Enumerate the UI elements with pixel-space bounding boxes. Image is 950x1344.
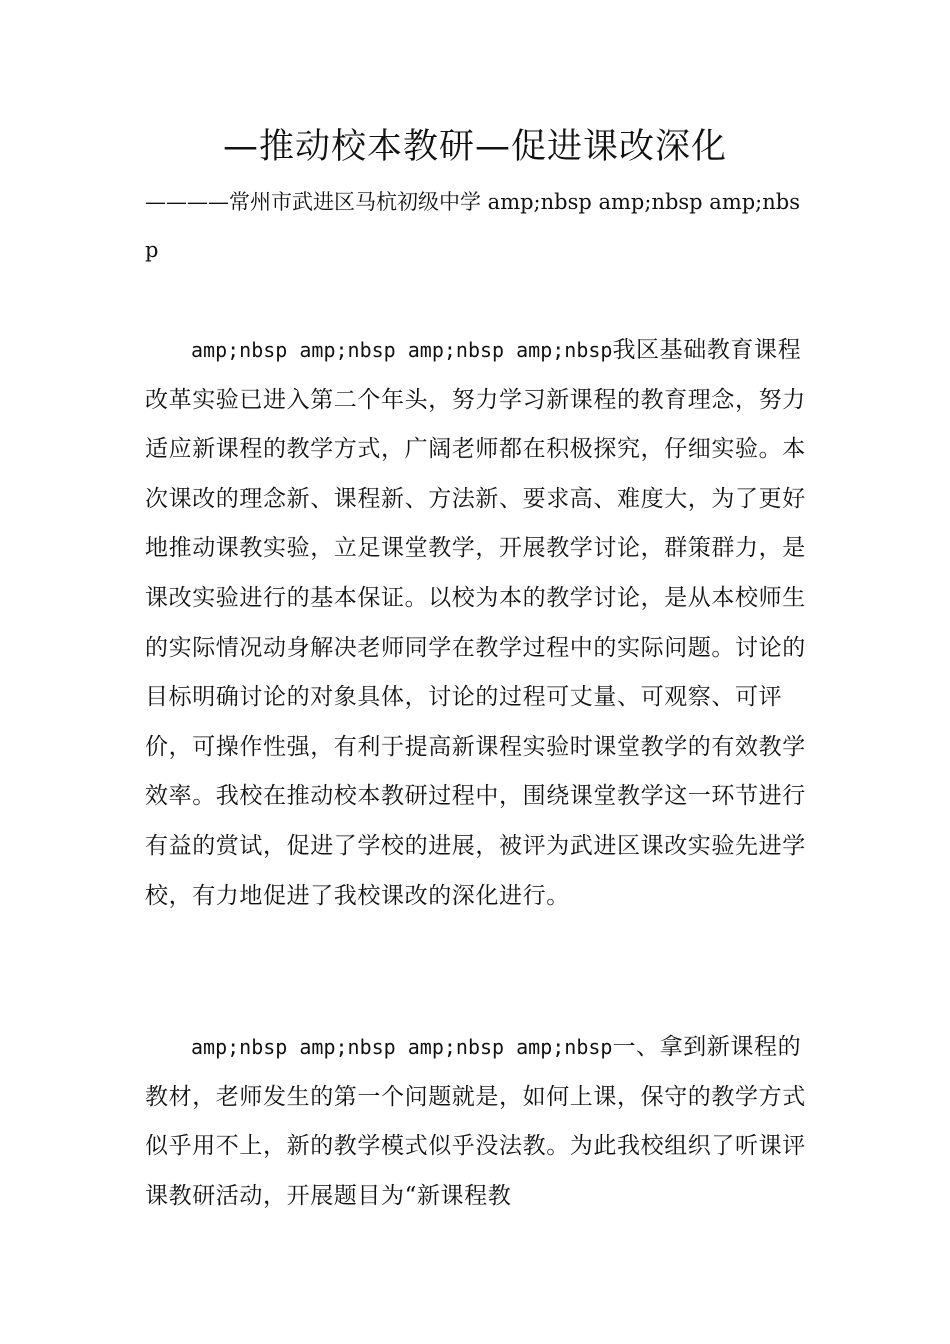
paragraph-2-lead: amp;nbsp amp;nbsp amp;nbsp amp;nbsp (191, 1035, 613, 1059)
body-paragraph-2 (145, 1023, 807, 1221)
document-title: —推动校本教研—促进课改深化 (222, 127, 727, 167)
paragraph-1-text: 我区基础教育课程改革实验已进入第二个年头，努力学习新课程的教育理念，努力适应新课程的教学方式，广阔老师都在积极探究，仔细实验。本次课改的理念新、课程新、方法新、要求高、难度大，为了更好地推动课教实验，立足课堂教学，开展教学讨论，群策群力，是课改实验进行的基本保证。以校为本的教学讨论，是从本校师生的实际情况动身解决老师同学在教学过程中的实际问题。讨论的目标明确讨论的对象具体，讨论的过程可丈量、可观察、可评价，可操作性强，有利于提高新课程实验时课堂教学的有效教学效率。我校在推动校本教研过程中，围绕课堂教学这一环节进行有益的赏试，促进了学校的进展，被评为武进区课改实验先进学校，有力地促进了我校课改的深化进行。 (145, 337, 806, 909)
paragraph-2-text: 一、拿到新课程的教材，老师发生的第一个问题就是，如何上课，保守的教学方式似乎用不上，新的教学模式似乎没法教。为此我校组织了听课评课教研活动，开展题目为“新课程教 (145, 1034, 806, 1209)
paragraph-1-lead: amp;nbsp amp;nbsp amp;nbsp amp;nbsp (191, 338, 613, 362)
document-subtitle: ————常州市武进区马杭初级中学 amp;nbsp amp;nbsp amp;nbsp (145, 190, 800, 262)
body-paragraph-1 (145, 326, 807, 921)
